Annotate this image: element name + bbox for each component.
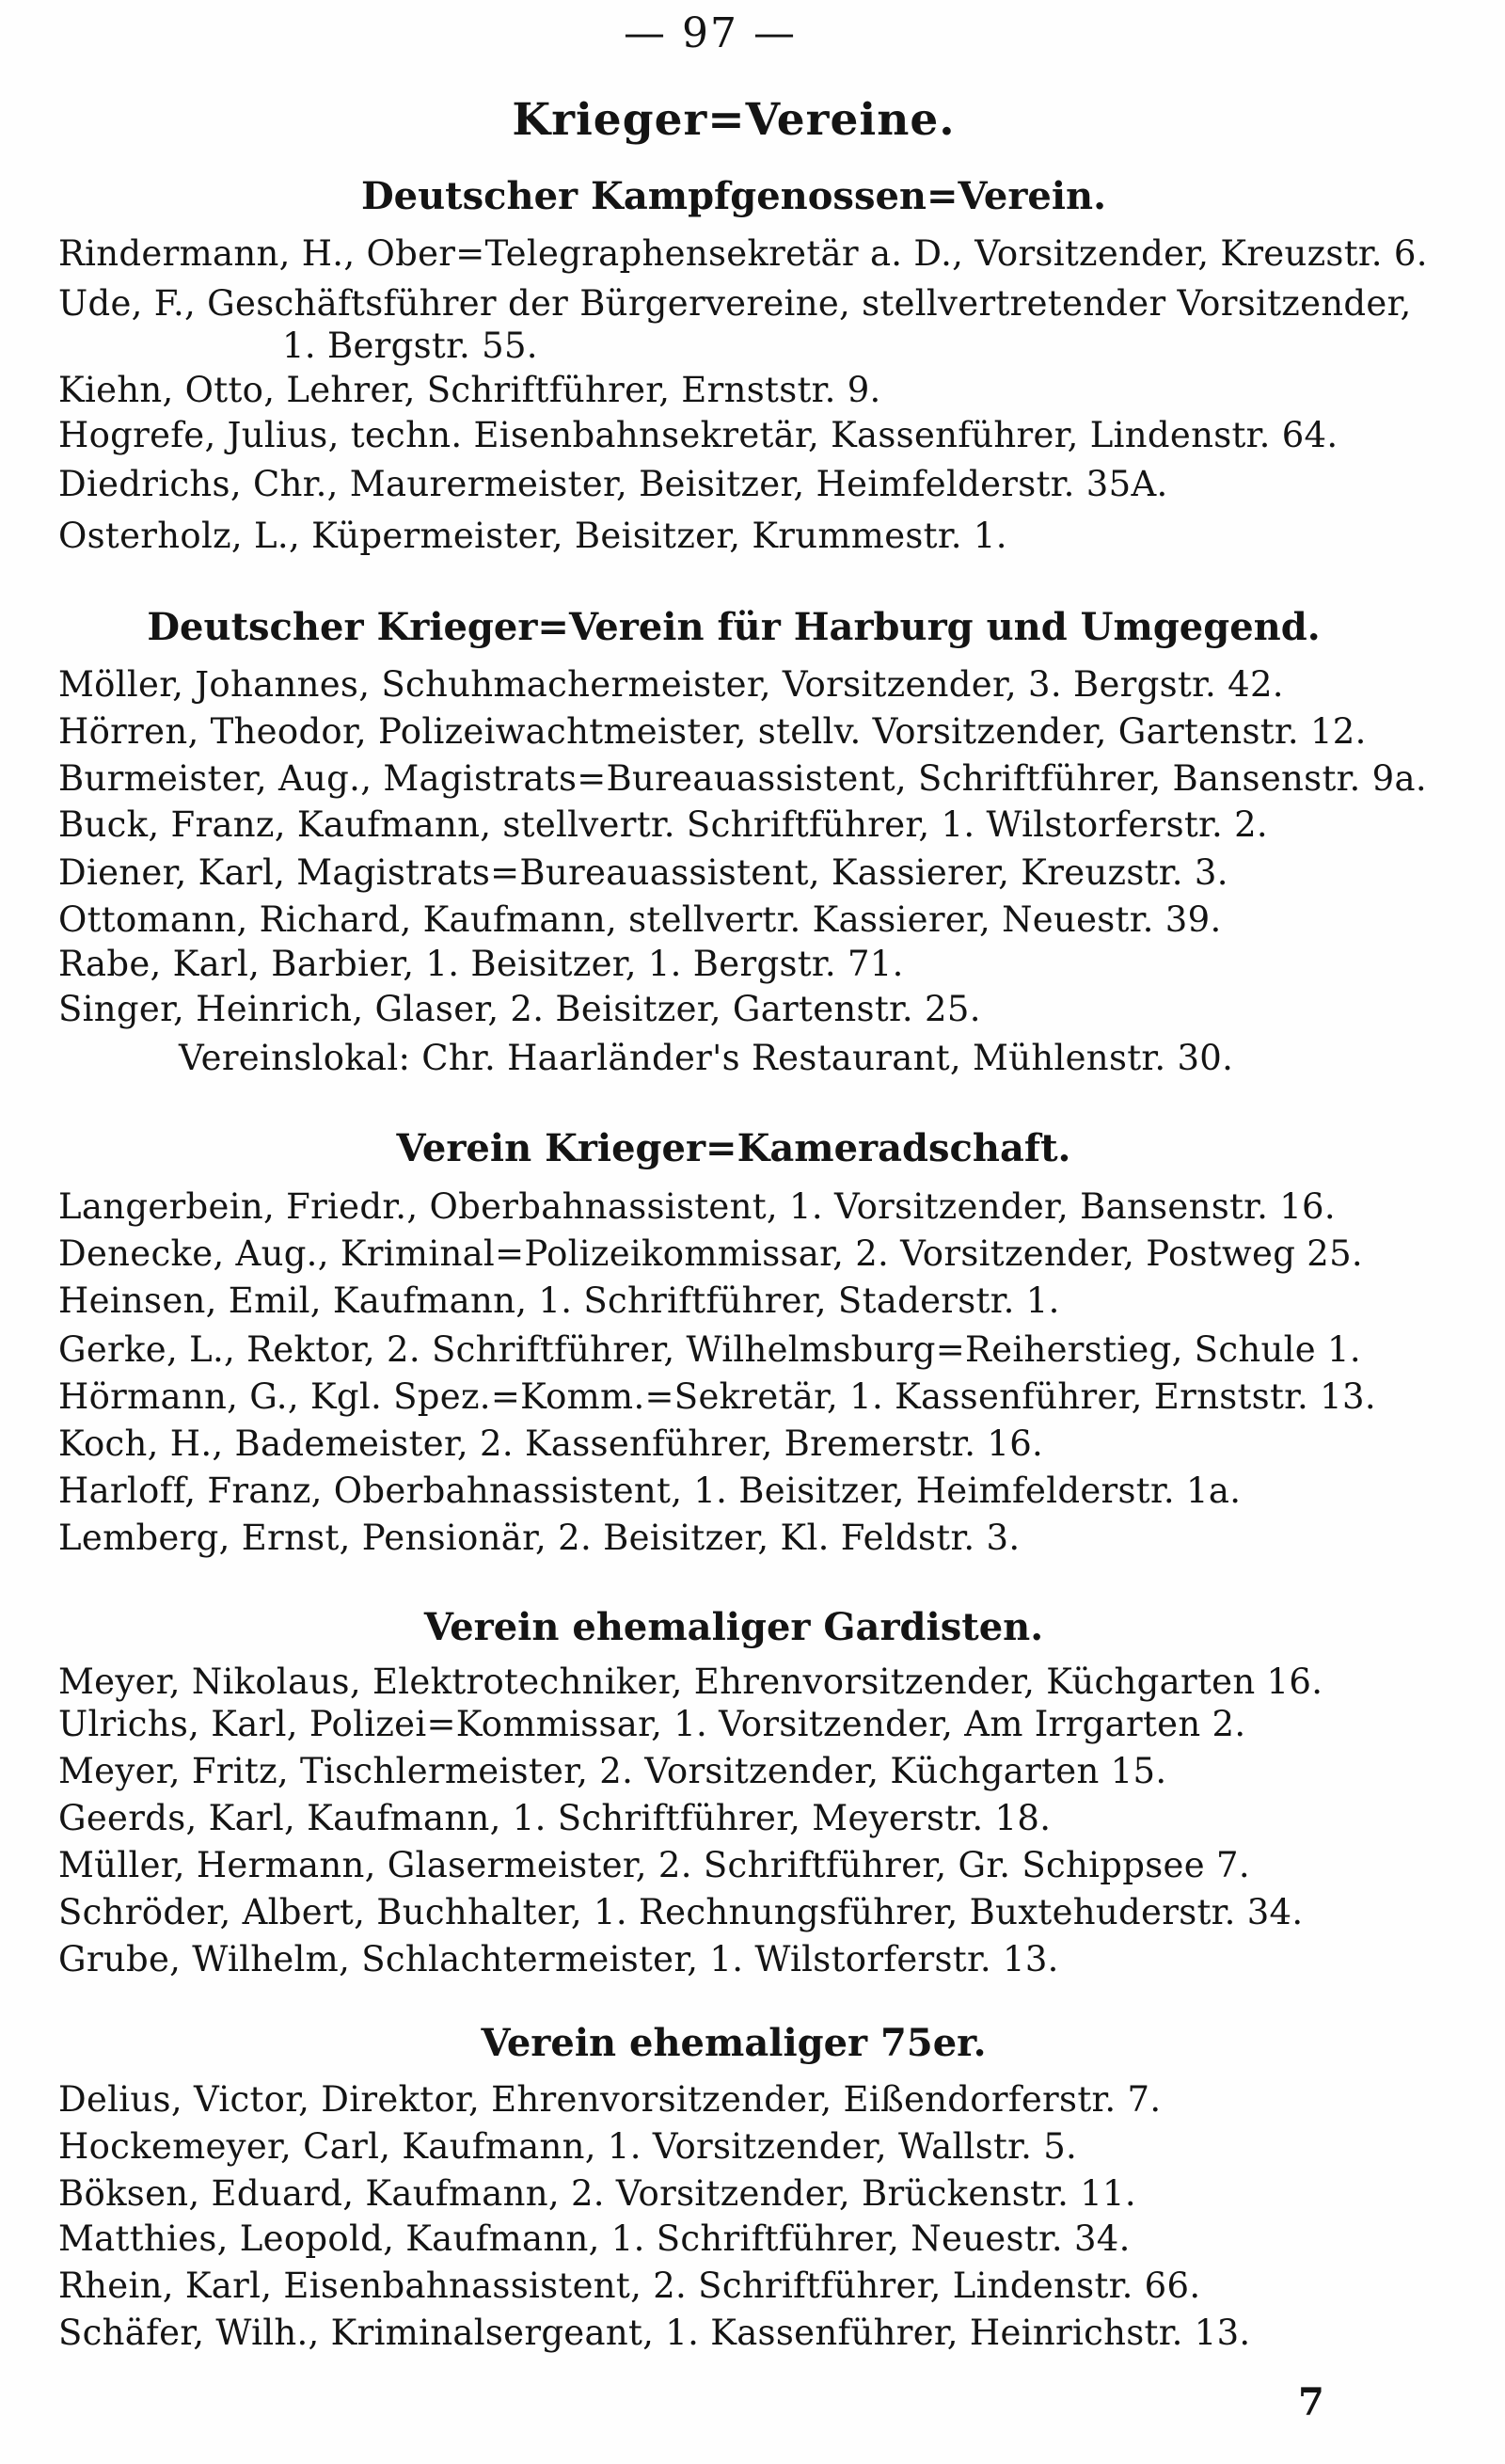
list-item: Langerbein, Friedr., Oberbahnassistent, 1. Vorsitzender, Bansenstr. 16. <box>58 1186 1336 1227</box>
list-item: Burmeister, Aug., Magistrats=Bureauassistent, Schriftführer, Bansenstr. 9a. <box>58 758 1427 799</box>
list-item: Diedrichs, Chr., Maurermeister, Beisitzer, Heimfelderstr. 35A. <box>58 464 1168 504</box>
page-title: Krieger=Vereine. <box>512 94 956 146</box>
list-item: Matthies, Leopold, Kaufmann, 1. Schriftführer, Neuestr. 34. <box>58 2218 1131 2259</box>
list-item: Singer, Heinrich, Glaser, 2. Beisitzer, Gartenstr. 25. <box>58 989 981 1029</box>
list-item: Müller, Hermann, Glasermeister, 2. Schriftführer, Gr. Schippsee 7. <box>58 1845 1250 1885</box>
list-item: Hörmann, G., Kgl. Spez.=Komm.=Sekretär, 1. Kassenführer, Ernststr. 13. <box>58 1376 1376 1417</box>
sheet-number: 7 <box>1298 2380 1324 2424</box>
venue-line: Vereinslokal: Chr. Haarländer's Restaurant, Mühlenstr. 30. <box>179 1038 1234 1078</box>
section-heading: Verein ehemaliger Gardisten. <box>423 1605 1044 1649</box>
list-item: Harloff, Franz, Oberbahnassistent, 1. Beisitzer, Heimfelderstr. 1a. <box>58 1470 1242 1511</box>
list-item: Rhein, Karl, Eisenbahnassistent, 2. Schriftführer, Lindenstr. 66. <box>58 2265 1201 2306</box>
list-item: Rabe, Karl, Barbier, 1. Beisitzer, 1. Bergstr. 71. <box>58 944 904 984</box>
section-heading: Verein ehemaliger 75er. <box>481 2021 987 2065</box>
list-item: Schäfer, Wilh., Kriminalsergeant, 1. Kassenführer, Heinrichstr. 13. <box>58 2313 1251 2353</box>
list-item: Heinsen, Emil, Kaufmann, 1. Schriftführer, Staderstr. 1. <box>58 1280 1060 1321</box>
list-item: Koch, H., Bademeister, 2. Kassenführer, Bremerstr. 16. <box>58 1423 1044 1464</box>
list-item: Kiehn, Otto, Lehrer, Schriftführer, Ernststr. 9. <box>58 370 881 410</box>
list-item: Schröder, Albert, Buchhalter, 1. Rechnungsführer, Buxtehuderstr. 34. <box>58 1892 1304 1932</box>
list-item: Geerds, Karl, Kaufmann, 1. Schriftführer, Meyerstr. 18. <box>58 1798 1052 1838</box>
section-heading: Verein Krieger=Kameradschaft. <box>396 1126 1071 1170</box>
list-item-continuation: 1. Bergstr. 55. <box>282 326 538 366</box>
list-item: Meyer, Fritz, Tischlermeister, 2. Vorsitzender, Küchgarten 15. <box>58 1751 1167 1791</box>
list-item: Diener, Karl, Magistrats=Bureauassistent, Kassierer, Kreuzstr. 3. <box>58 852 1228 893</box>
list-item: Osterholz, L., Küpermeister, Beisitzer, Krummestr. 1. <box>58 516 1007 556</box>
section-heading: Deutscher Kampfgenossen=Verein. <box>360 174 1107 218</box>
list-item: Hörren, Theodor, Polizeiwachtmeister, stellv. Vorsitzender, Gartenstr. 12. <box>58 711 1367 752</box>
list-item: Ottomann, Richard, Kaufmann, stellvertr. Kassierer, Neuestr. 39. <box>58 899 1222 940</box>
list-item: Lemberg, Ernst, Pensionär, 2. Beisitzer, Kl. Feldstr. 3. <box>58 1518 1021 1558</box>
list-item: Denecke, Aug., Kriminal=Polizeikommissar, 2. Vorsitzender, Postweg 25. <box>58 1233 1363 1274</box>
list-item: Rindermann, H., Ober=Telegraphensekretär a. D., Vorsitzender, Kreuzstr. 6. <box>58 233 1428 274</box>
list-item: Meyer, Nikolaus, Elektrotechniker, Ehrenvorsitzender, Küchgarten 16. <box>58 1661 1323 1702</box>
list-item: Möller, Johannes, Schuhmachermeister, Vorsitzender, 3. Bergstr. 42. <box>58 664 1284 705</box>
list-item: Grube, Wilhelm, Schlachtermeister, 1. Wilstorferstr. 13. <box>58 1939 1059 1979</box>
list-item: Gerke, L., Rektor, 2. Schriftführer, Wilhelmsburg=Reiherstieg, Schule 1. <box>58 1329 1361 1370</box>
page-number: — 97 — <box>624 9 797 57</box>
list-item: Böksen, Eduard, Kaufmann, 2. Vorsitzender, Brückenstr. 11. <box>58 2173 1136 2214</box>
list-item: Delius, Victor, Direktor, Ehrenvorsitzender, Eißendorferstr. 7. <box>58 2079 1162 2120</box>
list-item: Hockemeyer, Carl, Kaufmann, 1. Vorsitzender, Wallstr. 5. <box>58 2126 1078 2167</box>
list-item: Hogrefe, Julius, techn. Eisenbahnsekretär, Kassenführer, Lindenstr. 64. <box>58 415 1339 455</box>
list-item: Buck, Franz, Kaufmann, stellvertr. Schriftführer, 1. Wilstorferstr. 2. <box>58 804 1268 845</box>
section-heading: Deutscher Krieger=Verein für Harburg und Umgegend. <box>147 605 1321 649</box>
list-item: Ude, F., Geschäftsführer der Bürgervereine, stellvertretender Vorsitzender, <box>58 283 1412 324</box>
list-item: Ulrichs, Karl, Polizei=Kommissar, 1. Vorsitzender, Am Irrgarten 2. <box>58 1704 1246 1744</box>
